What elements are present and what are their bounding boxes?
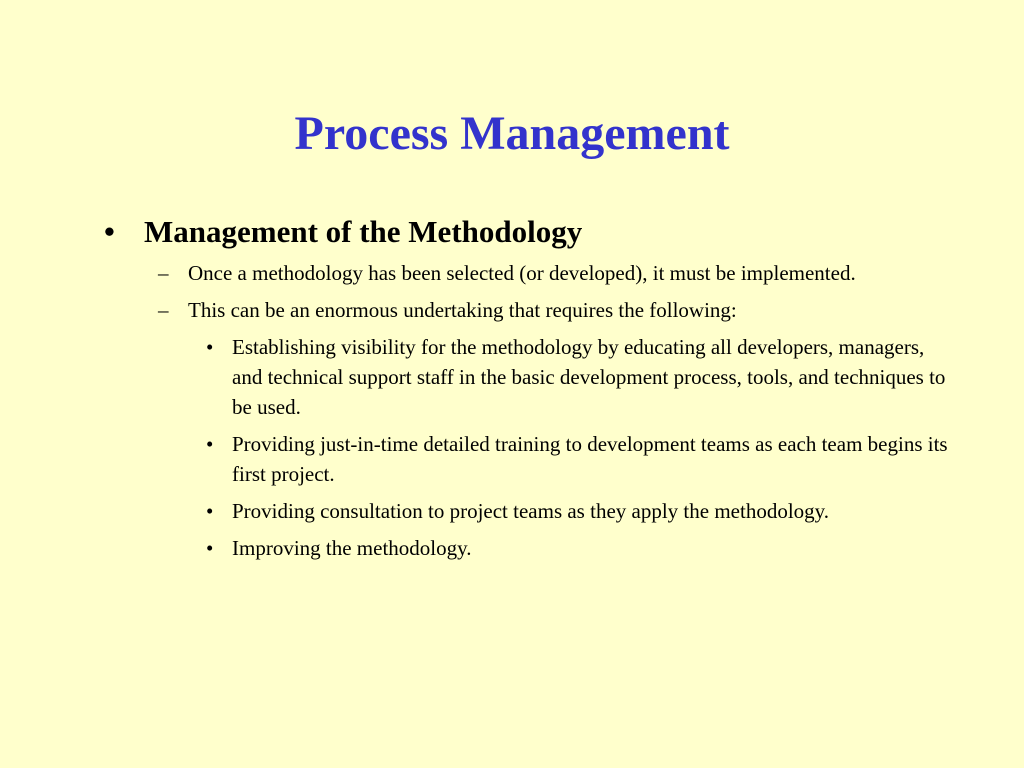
requirement-text: Improving the methodology.: [232, 536, 472, 560]
dot-marker: •: [206, 499, 214, 523]
sub-point: [158, 258, 958, 288]
dot-marker: •: [206, 432, 214, 456]
dash-marker: –: [158, 261, 169, 285]
requirements-list: [158, 332, 958, 563]
requirements-container: [158, 332, 958, 563]
bullet-marker: •: [104, 214, 115, 249]
dash-marker: –: [158, 298, 169, 322]
requirement-item: [188, 533, 952, 563]
sub-point-list: [158, 258, 958, 570]
requirement-text: Establishing visibility for the methodology by educating all developers, managers, and technical support staff in the basic development process, tools, and techniques to be used.: [232, 335, 946, 419]
requirement-item: [188, 332, 952, 422]
slide-title: Process Management: [294, 107, 730, 160]
dot-marker: •: [206, 335, 214, 359]
requirement-item: [188, 429, 952, 489]
sub-point-text: Once a methodology has been selected (or developed), it must be implemented.: [188, 261, 856, 285]
requirement-text: Providing consultation to project teams as they apply the methodology.: [232, 499, 830, 523]
main-bullet-text: Management of the Methodology: [144, 214, 583, 249]
sub-point: [158, 295, 958, 325]
requirement-text: Providing just-in-time detailed training to development teams as each team begins its first project.: [232, 432, 948, 486]
dot-marker: •: [206, 536, 214, 560]
sub-point-text: This can be an enormous undertaking that requires the following:: [188, 298, 737, 322]
requirement-item: [188, 496, 952, 526]
